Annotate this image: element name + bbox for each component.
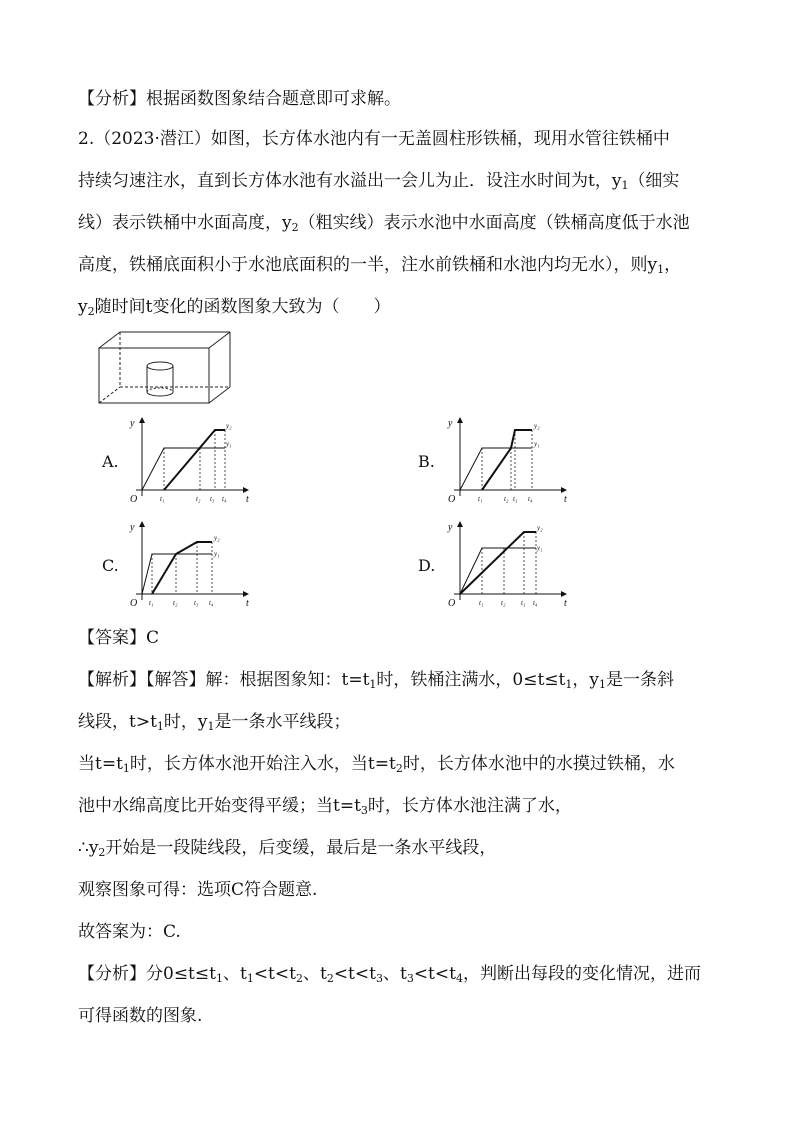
t4-label: t₄ xyxy=(533,599,538,607)
t4-label: t₄ xyxy=(222,495,227,503)
axis-y-label: y xyxy=(448,522,453,533)
axis-t-label: t xyxy=(564,598,567,608)
axis-t-label: t xyxy=(246,494,249,504)
question-line-5: $y_2$随时间t变化的函数图象大致为（ ） xyxy=(78,297,391,318)
analysis-line-2: 可得函数的图象. xyxy=(78,1006,203,1026)
explanation-line-7: 故答案为：C. xyxy=(78,922,181,942)
t3-label: t₃ xyxy=(210,495,215,503)
t1-label: t₁ xyxy=(149,599,154,607)
axis-y-label: y xyxy=(130,418,135,429)
origin-label: O xyxy=(130,494,138,504)
y1-label: y₁ xyxy=(537,544,543,552)
explanation-line-1: 【解析】【解答】解：根据图象知：$t=t_1$时，铁桶注满水，$0\le t\le t_1$，$y_1$是一条斜 xyxy=(78,670,674,691)
y1-label: y₁ xyxy=(214,550,220,558)
option-c-label: C. xyxy=(102,556,119,575)
t3-label: t₃ xyxy=(513,495,518,503)
t1-label: t₁ xyxy=(478,495,483,503)
t4-label: t₄ xyxy=(209,599,214,607)
t2-label: t₂ xyxy=(504,495,509,503)
t2-label: t₂ xyxy=(196,495,201,503)
question-line-1: 2.（2023·潜江）如图，长方体水池内有一无盖圆柱形铁桶，现用水管往铁桶中 xyxy=(78,129,670,149)
explanation-line-4: 池中水绵高度比开始变得平缓；当$t=t_3$时，长方体水池注满了水， xyxy=(78,796,572,817)
t4-label: t₄ xyxy=(528,495,533,503)
y2-label: y₂ xyxy=(537,524,543,532)
option-b-label: B. xyxy=(418,452,435,471)
t3-label: t₃ xyxy=(521,599,526,607)
question-line-3: 线）表示铁桶中水面高度，$y_2$（粗实线）表示水池中水面高度（铁桶高度低于水池 xyxy=(78,213,690,234)
axis-y-label: y xyxy=(130,522,135,533)
explanation-line-3: 当$t=t_1$时，长方体水池开始注入水，当$t=t_2$时，长方体水池中的水摸过铁桶，水 xyxy=(78,754,675,775)
t1-label: t₁ xyxy=(479,599,484,607)
answer-line: 【答案】C xyxy=(78,628,160,648)
origin-label: O xyxy=(448,598,456,608)
y2-label: y₂ xyxy=(226,422,232,430)
graph-option-c xyxy=(122,516,262,608)
graph-option-d xyxy=(440,516,580,608)
origin-label: O xyxy=(130,598,138,608)
explanation-line-2: 线段，$t>t_1$时，$y_1$是一条水平线段； xyxy=(78,712,351,733)
y1-label: y₁ xyxy=(226,440,232,448)
graph-option-b xyxy=(440,412,580,504)
option-d-label: D. xyxy=(418,556,436,575)
graph-option-a xyxy=(122,412,262,504)
t2-label: t₂ xyxy=(501,599,506,607)
y1-label: y₁ xyxy=(534,440,540,448)
explanation-line-6: 观察图象可得：选项C符合题意. xyxy=(78,880,318,900)
axis-y-label: y xyxy=(448,418,453,429)
origin-label: O xyxy=(448,494,456,504)
t3-label: t₃ xyxy=(194,599,199,607)
option-a-label: A. xyxy=(102,452,119,471)
axis-t-label: t xyxy=(564,494,567,504)
t1-label: t₁ xyxy=(160,495,165,503)
y2-label: y₂ xyxy=(214,534,220,542)
question-line-4: 高度，铁桶底面积小于水池底面积的一半，注水前铁桶和水池内均无水），则$y_1$， xyxy=(78,255,682,276)
y2-label: y₂ xyxy=(534,422,540,430)
t2-label: t₂ xyxy=(173,599,178,607)
explanation-line-5: $\therefore y_2$开始是一段陡线段，后变缓，最后是一条水平线段， xyxy=(78,838,497,859)
tank-figure xyxy=(98,330,234,410)
previous-analysis: 【分析】根据函数图象结合题意即可求解。 xyxy=(78,89,401,109)
axis-t-label: t xyxy=(246,598,249,608)
question-line-2: 持续匀速注水，直到长方体水池有水溢出一会儿为止．设注水时间为t，$y_1$（细实 xyxy=(78,171,680,192)
analysis-line-1: 【分析】分$0\le t\le t_1$、$t_1<t<t_2$、$t_2<t<t_3$、$t_3<t<t_4$，判断出每段的变化情况，进而 xyxy=(78,964,701,985)
